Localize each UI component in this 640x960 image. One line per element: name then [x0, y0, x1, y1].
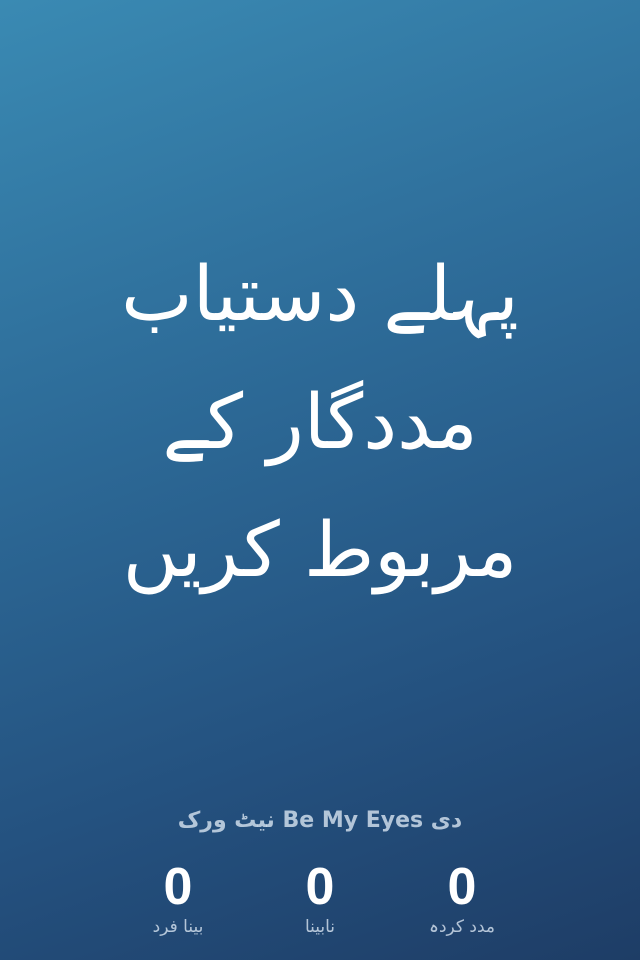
stats-row	[0, 858, 640, 948]
headline-line-2: مددگار کے	[162, 377, 478, 466]
blind-count: 0	[305, 858, 335, 916]
helped-count: 0	[447, 858, 477, 916]
sighted-label: بینا فرد	[152, 917, 204, 937]
stat-sighted	[108, 858, 248, 938]
network-label: دی Be My Eyes نیٹ ورک	[177, 808, 463, 833]
blind-label: نابینا	[304, 917, 336, 937]
connect-headline	[60, 230, 580, 614]
connect-helper-button[interactable]	[40, 230, 600, 594]
stat-blind	[250, 858, 390, 938]
headline-line-3: مربوط کریں	[122, 505, 518, 594]
headline-line-1: پہلے دستیاب	[121, 249, 519, 338]
stat-helped	[392, 858, 532, 938]
sighted-count: 0	[163, 858, 193, 916]
helped-label: مدد کردہ	[428, 917, 495, 937]
